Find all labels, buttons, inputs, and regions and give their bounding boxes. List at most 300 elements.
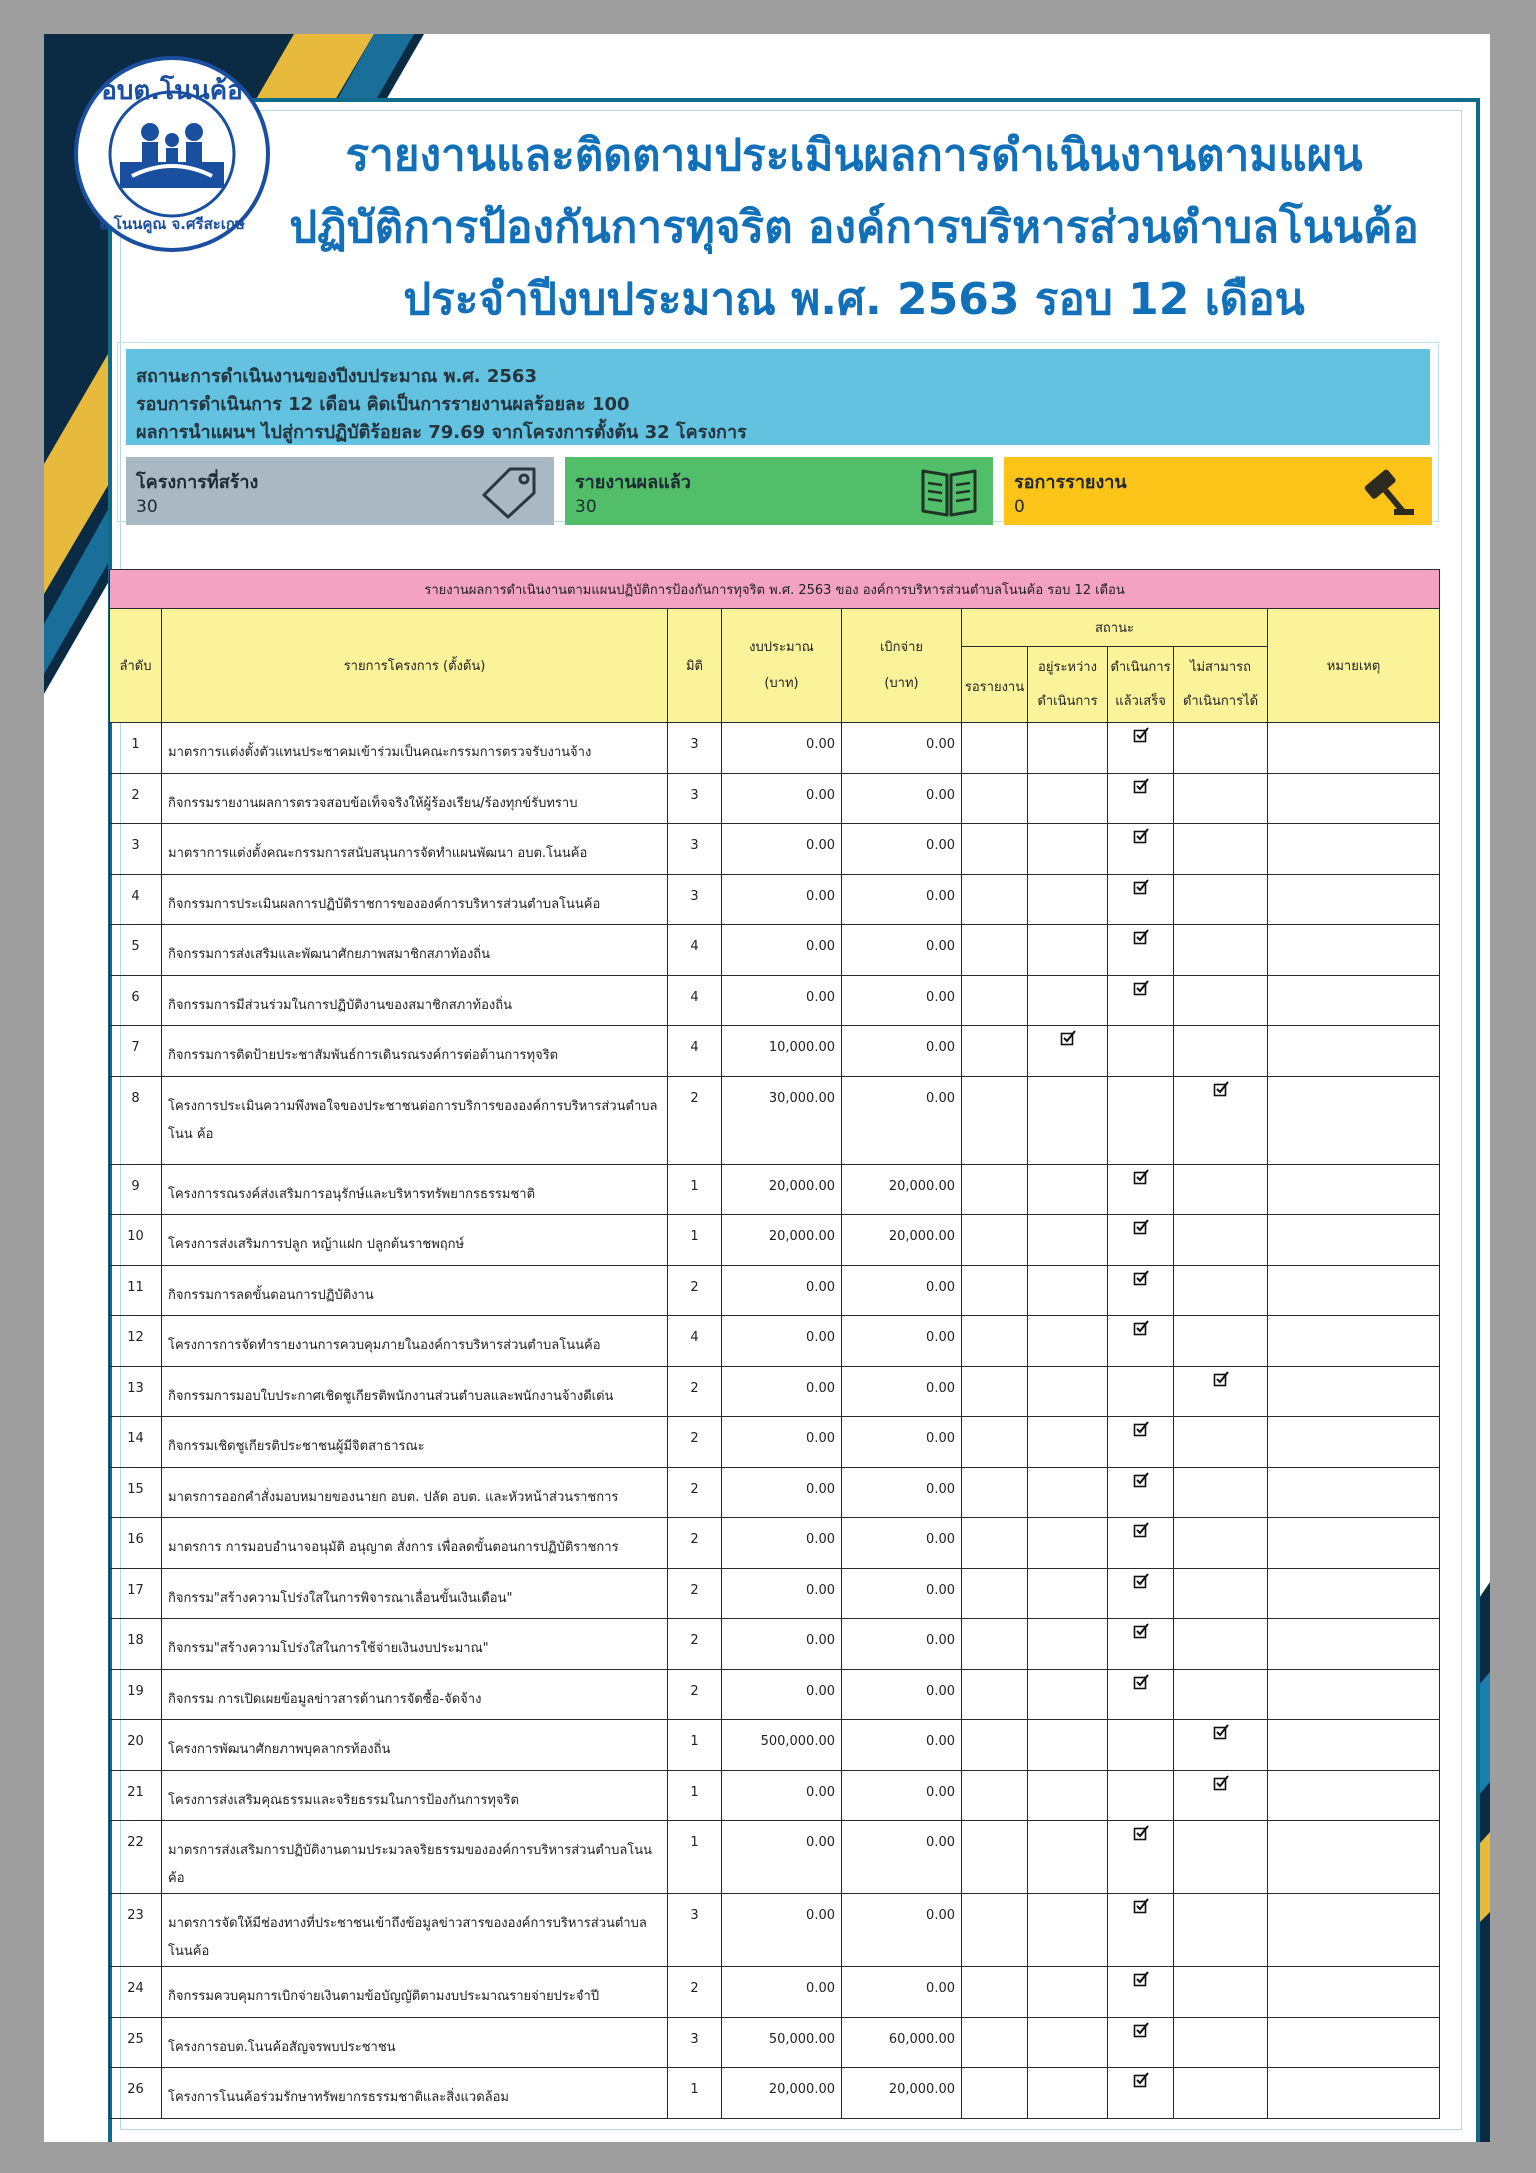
row-no: 3 xyxy=(110,824,162,875)
row-note xyxy=(1268,2017,1440,2068)
status-unable-cell xyxy=(1174,1215,1268,1266)
status-in-progress-cell xyxy=(1028,1467,1108,1518)
row-dimension: 2 xyxy=(668,1076,722,1164)
status-col-unable-sub: ดำเนินการได้ xyxy=(1182,693,1259,709)
row-budget: 30,000.00 xyxy=(722,1076,842,1164)
check-icon xyxy=(1133,2022,1149,2038)
row-no: 10 xyxy=(110,1215,162,1266)
budget-label: งบประมาณ xyxy=(749,639,814,655)
status-in-progress-cell xyxy=(1028,1518,1108,1569)
status-done-cell xyxy=(1108,1265,1174,1316)
title-line-2: ปฏิบัติการป้องกันการทุจริต องค์การบริหารส่วนตำบลโนนค้อ xyxy=(289,202,1419,253)
row-note xyxy=(1268,1669,1440,1720)
status-in-progress-cell xyxy=(1028,1417,1108,1468)
card-reported xyxy=(565,457,993,525)
row-budget: 20,000.00 xyxy=(722,2068,842,2119)
status-in-progress-cell xyxy=(1028,1215,1108,1266)
status-unable-cell xyxy=(1174,1467,1268,1518)
row-no: 26 xyxy=(110,2068,162,2119)
card-projects-created xyxy=(126,457,554,525)
status-waiting-cell xyxy=(962,2017,1028,2068)
row-no: 8 xyxy=(110,1076,162,1164)
title-line-1: รายงานและติดตามประเมินผลการดำเนินงานตามแผน xyxy=(345,130,1363,181)
status-summary xyxy=(126,349,1430,445)
check-icon xyxy=(1133,1320,1149,1336)
row-dimension: 3 xyxy=(668,2017,722,2068)
status-in-progress-cell xyxy=(1028,1076,1108,1164)
check-icon xyxy=(1133,1270,1149,1286)
status-done-cell xyxy=(1108,1366,1174,1417)
status-waiting-cell xyxy=(962,1366,1028,1417)
table-row xyxy=(110,1366,1440,1417)
card-label: โครงการที่สร้าง xyxy=(136,472,259,493)
row-dimension: 3 xyxy=(668,723,722,774)
check-icon xyxy=(1133,1522,1149,1538)
table-caption: รายงานผลการดำเนินงานตามแผนปฏิบัติการป้องกันการทุจริต พ.ศ. 2563 ของ องค์การบริหารส่วนตำบลโนนค้อ รอบ 12 เดือน xyxy=(110,570,1440,609)
check-icon xyxy=(1133,879,1149,895)
status-waiting-cell xyxy=(962,1619,1028,1670)
status-waiting-cell xyxy=(962,773,1028,824)
row-budget: 0.00 xyxy=(722,1770,842,1821)
row-note xyxy=(1268,723,1440,774)
table-row xyxy=(110,1619,1440,1670)
table-row xyxy=(110,1669,1440,1720)
row-dimension: 2 xyxy=(668,1417,722,1468)
row-spent: 0.00 xyxy=(842,1316,962,1367)
check-icon xyxy=(1133,1219,1149,1235)
status-done-cell xyxy=(1108,1215,1174,1266)
table-row xyxy=(110,975,1440,1026)
table-row xyxy=(110,1568,1440,1619)
check-icon xyxy=(1133,1623,1149,1639)
status-unable-cell xyxy=(1174,874,1268,925)
status-waiting-cell xyxy=(962,1568,1028,1619)
col-header-dim: มิติ xyxy=(668,609,722,723)
status-waiting-cell xyxy=(962,1265,1028,1316)
card-label: รอการรายงาน xyxy=(1014,472,1127,493)
row-dimension: 1 xyxy=(668,1164,722,1215)
row-dimension: 1 xyxy=(668,1215,722,1266)
status-done-cell xyxy=(1108,1967,1174,2018)
row-budget: 0.00 xyxy=(722,1568,842,1619)
row-note xyxy=(1268,975,1440,1026)
row-dimension: 3 xyxy=(668,824,722,875)
row-dimension: 4 xyxy=(668,975,722,1026)
row-spent: 0.00 xyxy=(842,824,962,875)
status-unable-cell xyxy=(1174,1026,1268,1077)
row-spent: 0.00 xyxy=(842,1467,962,1518)
row-dimension: 2 xyxy=(668,1518,722,1569)
status-done-cell xyxy=(1108,824,1174,875)
row-spent: 0.00 xyxy=(842,925,962,976)
status-done-cell xyxy=(1108,925,1174,976)
status-in-progress-cell xyxy=(1028,1770,1108,1821)
status-waiting-cell xyxy=(962,1215,1028,1266)
status-done-cell xyxy=(1108,1568,1174,1619)
row-spent: 0.00 xyxy=(842,723,962,774)
row-no: 9 xyxy=(110,1164,162,1215)
status-in-progress-cell xyxy=(1028,1894,1108,1967)
row-spent: 60,000.00 xyxy=(842,2017,962,2068)
status-waiting-cell xyxy=(962,1821,1028,1894)
table-body xyxy=(110,723,1440,2119)
status-col-in-progress-sub: ดำเนินการ xyxy=(1037,693,1098,709)
report-sheet xyxy=(44,34,1490,2142)
row-project-name: โครงการพัฒนาศักยภาพบุคลากรท้องถิ่น xyxy=(162,1720,668,1771)
col-header-name: รายการโครงการ (ตั้งต้น) xyxy=(162,609,668,723)
status-done-cell xyxy=(1108,1720,1174,1771)
logo-text-top: อบต.โนนค้อ xyxy=(101,76,243,106)
status-done-cell xyxy=(1108,723,1174,774)
table-row xyxy=(110,1720,1440,1771)
row-spent: 0.00 xyxy=(842,773,962,824)
row-note xyxy=(1268,1026,1440,1077)
check-icon xyxy=(1133,1674,1149,1690)
status-in-progress-cell xyxy=(1028,1265,1108,1316)
book-icon xyxy=(919,465,979,519)
table-row xyxy=(110,1821,1440,1894)
table-row xyxy=(110,1316,1440,1367)
row-budget: 0.00 xyxy=(722,824,842,875)
status-done-cell xyxy=(1108,1821,1174,1894)
check-icon xyxy=(1133,2072,1149,2088)
row-spent: 0.00 xyxy=(842,1821,962,1894)
status-unable-cell xyxy=(1174,1265,1268,1316)
row-note xyxy=(1268,1467,1440,1518)
row-budget: 0.00 xyxy=(722,1894,842,1967)
status-in-progress-cell xyxy=(1028,975,1108,1026)
status-waiting-cell xyxy=(962,1894,1028,1967)
status-done-cell xyxy=(1108,1518,1174,1569)
row-note xyxy=(1268,824,1440,875)
row-budget: 0.00 xyxy=(722,874,842,925)
status-in-progress-cell xyxy=(1028,1316,1108,1367)
status-in-progress-cell xyxy=(1028,2017,1108,2068)
status-done-cell xyxy=(1108,1076,1174,1164)
status-waiting-cell xyxy=(962,1164,1028,1215)
status-unable-cell xyxy=(1174,1821,1268,1894)
table-row xyxy=(110,1894,1440,1967)
check-icon xyxy=(1213,1724,1229,1740)
row-note xyxy=(1268,1164,1440,1215)
row-project-name: กิจกรรม"สร้างความโปร่งใสในการใช้จ่ายเงินงบประมาณ" xyxy=(162,1619,668,1670)
check-icon xyxy=(1133,1898,1149,1914)
status-in-progress-cell xyxy=(1028,925,1108,976)
row-spent: 0.00 xyxy=(842,1265,962,1316)
table-row xyxy=(110,824,1440,875)
status-unable-cell xyxy=(1174,1720,1268,1771)
row-project-name: มาตรการจัดให้มีช่องทางที่ประชาชนเข้าถึงข้อมูลข่าวสารขององค์การบริหารส่วนตำบลโนนค้อ xyxy=(162,1894,668,1967)
status-col-waiting-label: รอรายงาน xyxy=(964,679,1025,695)
col-header-budget xyxy=(722,609,842,723)
status-waiting-cell xyxy=(962,1026,1028,1077)
row-note xyxy=(1268,1265,1440,1316)
col-header-note: หมายเหตุ xyxy=(1268,609,1440,723)
status-waiting-cell xyxy=(962,723,1028,774)
status-in-progress-cell xyxy=(1028,1366,1108,1417)
row-note xyxy=(1268,1967,1440,2018)
row-project-name: โครงการส่งเสริมคุณธรรมและจริยธรรมในการป้องกันการทุจริต xyxy=(162,1770,668,1821)
table-row xyxy=(110,1967,1440,2018)
status-unable-cell xyxy=(1174,1568,1268,1619)
row-project-name: มาตรการส่งเสริมการปฏิบัติงานตามประมวลจริยธรรมขององค์การบริหารส่วนตำบลโนนค้อ xyxy=(162,1821,668,1894)
row-spent: 0.00 xyxy=(842,1026,962,1077)
budget-unit: (บาท) xyxy=(764,675,799,691)
row-budget: 0.00 xyxy=(722,1967,842,2018)
row-budget: 10,000.00 xyxy=(722,1026,842,1077)
row-dimension: 1 xyxy=(668,1770,722,1821)
row-no: 24 xyxy=(110,1967,162,2018)
status-line-1: สถานะการดำเนินงานของปีงบประมาณ พ.ศ. 2563 xyxy=(136,366,537,387)
status-unable-cell xyxy=(1174,2017,1268,2068)
status-in-progress-cell xyxy=(1028,1821,1108,1894)
status-unable-cell xyxy=(1174,925,1268,976)
col-header-spent xyxy=(842,609,962,723)
row-dimension: 2 xyxy=(668,1366,722,1417)
row-no: 7 xyxy=(110,1026,162,1077)
row-dimension: 2 xyxy=(668,1265,722,1316)
row-project-name: มาตรการแต่งตั้งตัวแทนประชาคมเข้าร่วมเป็นคณะกรรมการตรวจรับงานจ้าง xyxy=(162,723,668,774)
check-icon xyxy=(1133,1825,1149,1841)
card-value: 30 xyxy=(575,497,597,517)
status-done-cell xyxy=(1108,773,1174,824)
table-row xyxy=(110,1417,1440,1468)
status-in-progress-cell xyxy=(1028,1619,1108,1670)
table-row xyxy=(110,1076,1440,1164)
status-done-cell xyxy=(1108,874,1174,925)
row-budget: 20,000.00 xyxy=(722,1164,842,1215)
status-waiting-cell xyxy=(962,1417,1028,1468)
row-dimension: 4 xyxy=(668,925,722,976)
status-col-in-progress xyxy=(1028,647,1108,723)
status-waiting-cell xyxy=(962,1518,1028,1569)
row-spent: 0.00 xyxy=(842,1518,962,1569)
row-dimension: 2 xyxy=(668,1568,722,1619)
status-waiting-cell xyxy=(962,1967,1028,2018)
status-unable-cell xyxy=(1174,1316,1268,1367)
status-unable-cell xyxy=(1174,1518,1268,1569)
status-done-cell xyxy=(1108,2068,1174,2119)
row-dimension: 3 xyxy=(668,1894,722,1967)
status-waiting-cell xyxy=(962,1770,1028,1821)
status-unable-cell xyxy=(1174,824,1268,875)
status-in-progress-cell xyxy=(1028,1568,1108,1619)
status-waiting-cell xyxy=(962,2068,1028,2119)
row-no: 14 xyxy=(110,1417,162,1468)
status-done-cell xyxy=(1108,1669,1174,1720)
row-dimension: 4 xyxy=(668,1026,722,1077)
status-waiting-cell xyxy=(962,874,1028,925)
row-budget: 0.00 xyxy=(722,773,842,824)
row-note xyxy=(1268,773,1440,824)
status-unable-cell xyxy=(1174,1967,1268,2018)
row-no: 15 xyxy=(110,1467,162,1518)
row-spent: 20,000.00 xyxy=(842,1164,962,1215)
status-in-progress-cell xyxy=(1028,1669,1108,1720)
row-project-name: โครงการรณรงค์ส่งเสริมการอนุรักษ์และบริหารทรัพยากรธรรมชาติ xyxy=(162,1164,668,1215)
row-dimension: 2 xyxy=(668,1467,722,1518)
row-no: 2 xyxy=(110,773,162,824)
card-label: รายงานผลแล้ว xyxy=(575,472,691,493)
card-value: 30 xyxy=(136,497,158,517)
table-row xyxy=(110,1467,1440,1518)
row-no: 22 xyxy=(110,1821,162,1894)
row-note xyxy=(1268,1821,1440,1894)
check-icon xyxy=(1133,727,1149,743)
row-project-name: มาตรการออกคำสั่งมอบหมายของนายก อบต. ปลัด อบต. และหัวหน้าส่วนราชการ xyxy=(162,1467,668,1518)
row-project-name: กิจกรรมการมอบใบประกาศเชิดชูเกียรติพนักงานส่วนตำบลและพนักงานจ้างดีเด่น xyxy=(162,1366,668,1417)
row-no: 4 xyxy=(110,874,162,925)
check-icon xyxy=(1213,1775,1229,1791)
table-row xyxy=(110,773,1440,824)
row-dimension: 1 xyxy=(668,1821,722,1894)
row-project-name: กิจกรรมการประเมินผลการปฏิบัติราชการขององค์การบริหารส่วนตำบลโนนค้อ xyxy=(162,874,668,925)
row-budget: 0.00 xyxy=(722,975,842,1026)
row-dimension: 3 xyxy=(668,773,722,824)
row-spent: 0.00 xyxy=(842,1417,962,1468)
row-spent: 0.00 xyxy=(842,1720,962,1771)
row-spent: 0.00 xyxy=(842,1076,962,1164)
row-budget: 0.00 xyxy=(722,925,842,976)
status-col-unable xyxy=(1174,647,1268,723)
row-budget: 0.00 xyxy=(722,1366,842,1417)
tag-icon xyxy=(476,465,540,519)
row-note xyxy=(1268,925,1440,976)
row-spent: 20,000.00 xyxy=(842,1215,962,1266)
row-note xyxy=(1268,1770,1440,1821)
check-icon xyxy=(1133,1421,1149,1437)
row-note xyxy=(1268,1720,1440,1771)
row-dimension: 2 xyxy=(668,1967,722,2018)
status-unable-cell xyxy=(1174,1770,1268,1821)
row-spent: 0.00 xyxy=(842,874,962,925)
status-col-unable-label: ไม่สามารถ xyxy=(1189,659,1252,675)
row-budget: 0.00 xyxy=(722,1265,842,1316)
row-budget: 0.00 xyxy=(722,1316,842,1367)
status-done-cell xyxy=(1108,975,1174,1026)
row-no: 11 xyxy=(110,1265,162,1316)
row-dimension: 2 xyxy=(668,1669,722,1720)
row-project-name: กิจกรรมการลดขั้นตอนการปฏิบัติงาน xyxy=(162,1265,668,1316)
row-project-name: กิจกรรมควบคุมการเบิกจ่ายเงินตามข้อบัญญัติตามงบประมาณรายจ่ายประจำปี xyxy=(162,1967,668,2018)
status-done-cell xyxy=(1108,1026,1174,1077)
row-note xyxy=(1268,2068,1440,2119)
row-note xyxy=(1268,1366,1440,1417)
row-no: 25 xyxy=(110,2017,162,2068)
row-dimension: 4 xyxy=(668,1316,722,1367)
status-in-progress-cell xyxy=(1028,1967,1108,2018)
row-project-name: โครงการการจัดทำรายงานการควบคุมภายในองค์การบริหารส่วนตำบลโนนค้อ xyxy=(162,1316,668,1367)
status-waiting-cell xyxy=(962,1316,1028,1367)
row-project-name: กิจกรรม"สร้างความโปร่งใสในการพิจารณาเลื่อนขั้นเงินเดือน" xyxy=(162,1568,668,1619)
check-icon xyxy=(1133,778,1149,794)
status-unable-cell xyxy=(1174,1076,1268,1164)
row-spent: 0.00 xyxy=(842,1967,962,2018)
status-done-cell xyxy=(1108,1894,1174,1967)
status-panel xyxy=(117,342,1439,522)
row-spent: 0.00 xyxy=(842,975,962,1026)
status-col-done-label: ดำเนินการ xyxy=(1110,659,1171,675)
spent-unit: (บาท) xyxy=(884,675,919,691)
status-waiting-cell xyxy=(962,925,1028,976)
spent-label: เบิกจ่าย xyxy=(879,639,924,655)
row-note xyxy=(1268,1076,1440,1164)
logo-text-bottom: อ.โนนคูณ จ.ศรีสะเกษ xyxy=(99,215,245,233)
status-waiting-cell xyxy=(962,1076,1028,1164)
gavel-icon xyxy=(1358,465,1418,519)
status-in-progress-cell xyxy=(1028,1720,1108,1771)
row-budget: 0.00 xyxy=(722,1417,842,1468)
status-in-progress-cell xyxy=(1028,2068,1108,2119)
status-in-progress-cell xyxy=(1028,824,1108,875)
row-note xyxy=(1268,1417,1440,1468)
check-icon xyxy=(1133,1971,1149,1987)
row-no: 12 xyxy=(110,1316,162,1367)
table-row xyxy=(110,1026,1440,1077)
status-unable-cell xyxy=(1174,1669,1268,1720)
table-row xyxy=(110,723,1440,774)
status-in-progress-cell xyxy=(1028,723,1108,774)
row-note xyxy=(1268,1619,1440,1670)
status-waiting-cell xyxy=(962,1720,1028,1771)
status-col-done xyxy=(1108,647,1174,723)
row-no: 21 xyxy=(110,1770,162,1821)
status-done-cell xyxy=(1108,1417,1174,1468)
row-project-name: กิจกรรม การเปิดเผยข้อมูลข่าวสารด้านการจัดซื้อ-จัดจ้าง xyxy=(162,1669,668,1720)
row-no: 13 xyxy=(110,1366,162,1417)
status-in-progress-cell xyxy=(1028,874,1108,925)
status-unable-cell xyxy=(1174,773,1268,824)
row-no: 20 xyxy=(110,1720,162,1771)
row-spent: 0.00 xyxy=(842,1770,962,1821)
status-unable-cell xyxy=(1174,1619,1268,1670)
row-spent: 0.00 xyxy=(842,1568,962,1619)
status-done-cell xyxy=(1108,1316,1174,1367)
table-row xyxy=(110,1265,1440,1316)
row-project-name: โครงการประเมินความพึงพอใจของประชาชนต่อการบริการขององค์การบริหารส่วนตำบลโนน ค้อ xyxy=(162,1076,668,1164)
col-header-status: สถานะ xyxy=(962,609,1268,647)
row-note xyxy=(1268,1518,1440,1569)
status-col-done-sub: แล้วเสร็จ xyxy=(1115,693,1166,709)
check-icon xyxy=(1213,1081,1229,1097)
check-icon xyxy=(1133,1573,1149,1589)
status-unable-cell xyxy=(1174,1164,1268,1215)
status-unable-cell xyxy=(1174,1417,1268,1468)
row-dimension: 1 xyxy=(668,1720,722,1771)
status-unable-cell xyxy=(1174,1894,1268,1967)
status-unable-cell xyxy=(1174,1366,1268,1417)
status-line-2: รอบการดำเนินการ 12 เดือน คิดเป็นการรายงานผลร้อยละ 100 xyxy=(136,394,630,415)
row-project-name: กิจกรรมการส่งเสริมและพัฒนาศักยภาพสมาชิกสภาท้องถิ่น xyxy=(162,925,668,976)
check-icon xyxy=(1133,828,1149,844)
row-budget: 0.00 xyxy=(722,1518,842,1569)
status-done-cell xyxy=(1108,1619,1174,1670)
row-budget: 0.00 xyxy=(722,1467,842,1518)
row-no: 23 xyxy=(110,1894,162,1967)
row-project-name: โครงการโนนค้อร่วมรักษาทรัพยากรธรรมชาติและสิ่งแวดล้อม xyxy=(162,2068,668,2119)
check-icon xyxy=(1133,980,1149,996)
row-note xyxy=(1268,1894,1440,1967)
status-in-progress-cell xyxy=(1028,1164,1108,1215)
card-pending xyxy=(1004,457,1432,525)
check-icon xyxy=(1133,1169,1149,1185)
row-dimension: 2 xyxy=(668,1619,722,1670)
table-row xyxy=(110,925,1440,976)
row-budget: 0.00 xyxy=(722,723,842,774)
row-no: 1 xyxy=(110,723,162,774)
col-header-no: ลำดับ xyxy=(110,609,162,723)
row-project-name: มาตราการแต่งตั้งคณะกรรมการสนับสนุนการจัดทำแผนพัฒนา อบต.โนนค้อ xyxy=(162,824,668,875)
